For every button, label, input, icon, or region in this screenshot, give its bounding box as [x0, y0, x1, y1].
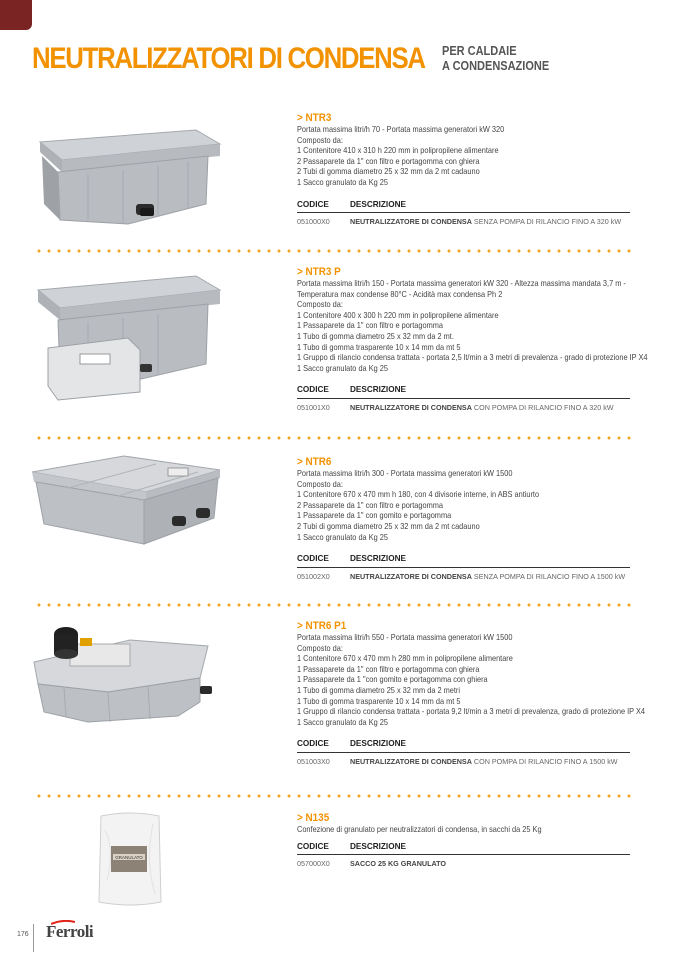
- col-header-code: CODICE: [297, 554, 329, 564]
- product-name: > N135: [297, 812, 330, 824]
- product-desc-bold: NEUTRALIZZATORE DI CONDENSA: [350, 217, 472, 227]
- ntr3-p-info: [297, 266, 648, 414]
- product-name: > NTR6: [297, 456, 332, 468]
- col-header-description: DESCRIZIONE: [350, 739, 406, 749]
- product-table: [297, 842, 630, 870]
- col-header-code: CODICE: [297, 385, 329, 395]
- desc-line: 2 Passaparete da 1" con filtro e portagomma con ghiera: [297, 156, 480, 166]
- subtitle-line-2: A CONDENSAZIONE: [442, 59, 550, 73]
- desc-line: Composto da:: [297, 300, 343, 310]
- logo-text: Ferroli: [46, 922, 94, 941]
- product-desc-rest: CON POMPA DI RILANCIO FINO A 1500 kW: [471, 756, 618, 766]
- desc-line: Confezione di granulato per neutralizzatori di condensa, in sacchi da 25 Kg: [297, 825, 542, 834]
- product-desc-rest: CON POMPA DI RILANCIO FINO A 320 kW: [471, 402, 614, 412]
- dotted-separator: [34, 436, 634, 440]
- desc-line: Temperatura max condense 80°C - Acidità max condensa Ph 2: [297, 289, 503, 299]
- product-code: 057000X0: [297, 859, 330, 869]
- col-header-code: CODICE: [297, 199, 329, 209]
- desc-line: 1 Tubo di gomma diametro 25 x 32 mm da 2 metri: [297, 685, 461, 695]
- desc-line: 1 Sacco granulato da Kg 25: [297, 532, 388, 542]
- product-code: 051003X0: [297, 756, 330, 766]
- col-header-code: CODICE: [297, 739, 329, 749]
- dotted-separator: [34, 603, 634, 607]
- product-desc-rest: SENZA POMPA DI RILANCIO FINO A 320 kW: [471, 217, 622, 227]
- product-name: > NTR6 P1: [297, 620, 347, 632]
- ntr3-info: [297, 112, 630, 228]
- desc-line: 1 Passaparete da 1" con gomito e portagomma: [297, 511, 452, 521]
- product-table: [297, 200, 630, 228]
- page-subtitle: [442, 44, 549, 74]
- col-header-description: DESCRIZIONE: [350, 841, 406, 851]
- desc-line: 1 Gruppo di rilancio condensa trattata - portata 9,2 lt/min a 3 metri di prevalenza, grado di protezione IP X4: [297, 707, 646, 717]
- col-header-code: CODICE: [297, 841, 329, 851]
- ntr6-photo: [28, 452, 228, 552]
- desc-line: 1 Passaparete da 1" con filtro e portagomma con ghiera: [297, 664, 480, 674]
- product-code: 051000X0: [297, 217, 330, 227]
- table-row: [297, 213, 630, 228]
- subtitle-line-1: PER CALDAIE: [442, 44, 517, 58]
- col-header-description: DESCRIZIONE: [350, 554, 406, 564]
- table-row: [297, 568, 630, 583]
- footer-divider: [33, 924, 34, 952]
- dotted-separator: [34, 249, 634, 253]
- desc-line: 1 Contenitore 400 x 300 h 220 mm in polipropilene alimentare: [297, 310, 499, 320]
- logo-accent-icon: [51, 920, 75, 925]
- table-row: [297, 753, 630, 768]
- ntr6-p1-info: [297, 620, 646, 768]
- ntr3-photo: [28, 112, 228, 232]
- product-desc-bold: NEUTRALIZZATORE DI CONDENSA: [350, 756, 472, 766]
- ntr6-info: [297, 456, 630, 582]
- desc-line: 1 Sacco granulato da Kg 25: [297, 717, 388, 727]
- bag-label: GRANULATO: [115, 855, 143, 860]
- desc-line: 1 Tubo di gomma trasparente 10 x 14 mm da mt 5: [297, 342, 461, 352]
- n135-bag-photo: [30, 810, 230, 910]
- product-table: [297, 554, 630, 582]
- product-desc-bold: NEUTRALIZZATORE DI CONDENSA: [350, 571, 472, 581]
- product-desc-rest: SENZA POMPA DI RILANCIO FINO A 1500 kW: [471, 571, 626, 581]
- desc-line: Portata massima litri/h 150 - Portata massima generatori kW 320 - Altezza massima mandata 3,7 m -: [297, 279, 626, 288]
- desc-line: Portata massima litri/h 70 - Portata massima generatori kW 320: [297, 125, 505, 134]
- product-name: > NTR3: [297, 112, 332, 124]
- product-name: > NTR3 P: [297, 266, 341, 278]
- page-title: NEUTRALIZZATORI DI CONDENSA: [32, 42, 425, 75]
- desc-line: Composto da:: [297, 479, 343, 489]
- dotted-separator: [34, 794, 634, 798]
- desc-line: 2 Tubi di gomma diametro 25 x 32 mm da 2 mt cadauno: [297, 521, 480, 531]
- desc-line: 1 Tubo di gomma diametro 25 x 32 mm da 2 mt.: [297, 331, 454, 341]
- desc-line: 1 Contenitore 670 x 470 mm h 180, con 4 divisorie interne, in ABS antiurto: [297, 490, 540, 500]
- product-desc-bold: NEUTRALIZZATORE DI CONDENSA: [350, 402, 472, 412]
- desc-line: Portata massima litri/h 300 - Portata massima generatori kW 1500: [297, 469, 513, 478]
- desc-line: 1 Sacco granulato da Kg 25: [297, 177, 388, 187]
- product-code: 051002X0: [297, 571, 330, 581]
- product-desc-bold: SACCO 25 KG GRANULATO: [350, 859, 446, 869]
- table-row: [297, 855, 630, 870]
- product-code: 051001X0: [297, 402, 330, 412]
- desc-line: 1 Passaparete da 1" con filtro e portagomma: [297, 321, 443, 331]
- desc-line: 1 Sacco granulato da Kg 25: [297, 363, 388, 373]
- col-header-description: DESCRIZIONE: [350, 385, 406, 395]
- desc-line: 2 Tubi di gomma diametro 25 x 32 mm da 2 mt cadauno: [297, 167, 480, 177]
- product-table: [297, 739, 630, 767]
- desc-line: 1 Gruppo di rilancio condensa trattata - portata 2,5 lt/min a 3 metri di prevalenza - grado di protezione IP X4: [297, 353, 648, 363]
- desc-line: 1 Contenitore 670 x 470 mm h 280 mm in polipropilene alimentare: [297, 654, 513, 664]
- table-row: [297, 399, 630, 414]
- desc-line: 2 Passaparete da 1" con filtro e portagomma: [297, 500, 443, 510]
- desc-line: Composto da:: [297, 643, 343, 653]
- ferroli-logo: [46, 922, 93, 942]
- corner-tab: [0, 0, 32, 30]
- col-header-description: DESCRIZIONE: [350, 199, 406, 209]
- n135-info: [297, 812, 630, 870]
- desc-line: 1 Tubo di gomma trasparente 10 x 14 mm da mt 5: [297, 696, 461, 706]
- desc-line: 1 Passaparete da 1 "con gomito e portagomma con ghiera: [297, 675, 488, 685]
- desc-line: Portata massima litri/h 550 - Portata massima generatori kW 1500: [297, 633, 513, 642]
- page-number: 176: [17, 931, 29, 938]
- ntr3-p-photo: [28, 264, 228, 404]
- desc-line: Composto da:: [297, 135, 343, 145]
- product-table: [297, 385, 630, 413]
- ntr6-p1-photo: [28, 622, 228, 726]
- desc-line: 1 Contenitore 410 x 310 h 220 mm in polipropilene alimentare: [297, 146, 499, 156]
